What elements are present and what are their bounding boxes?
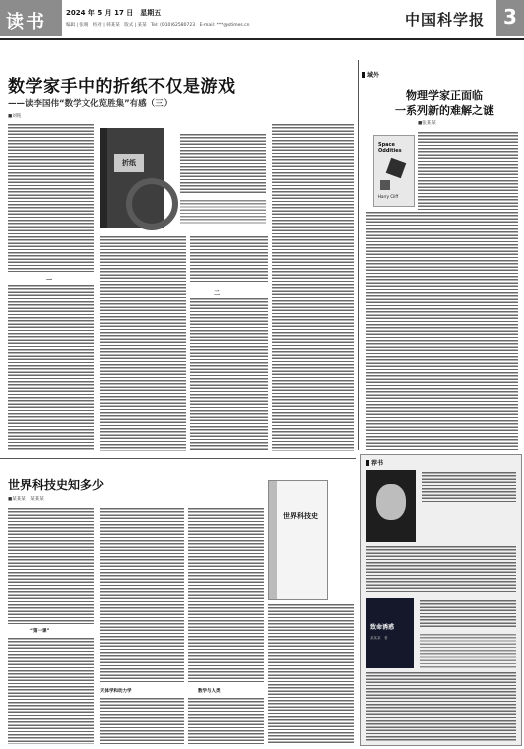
recommend-book1-body	[366, 546, 516, 594]
recommend-book1-info	[422, 472, 516, 502]
book-info-text	[180, 200, 266, 224]
foreign-section-tag: 域外	[362, 70, 379, 79]
subheading-astronomy: 天体学和动力学	[100, 689, 132, 694]
subheading-math: 数学与人类	[198, 689, 221, 694]
foreign-article-title	[372, 88, 517, 118]
fatal-attraction-cover	[366, 598, 414, 668]
main-body-col2	[100, 236, 186, 451]
world-history-cover	[268, 480, 328, 600]
issue-date: 2024 年 5 月 17 日 星期五	[66, 9, 162, 17]
space-oddities-author: Harry Cliff	[378, 194, 399, 199]
book-cover-image	[100, 128, 164, 228]
world-body-col3-a	[188, 508, 264, 684]
newspaper-masthead: 中国科学报	[405, 11, 486, 29]
space-oddities-cover	[373, 135, 415, 207]
foreign-body-b	[366, 212, 518, 450]
space-oddities-title: Space Oddities	[378, 142, 402, 154]
book-cover-circle	[126, 178, 178, 230]
staff-line: 编辑 | 张晴 校对 | 韩某某 版式 | 某某 Tel: (010)62580723 E-mail: ***@stimes.cn	[66, 23, 250, 28]
portrait-book-cover	[366, 470, 416, 542]
column-divider	[358, 60, 359, 450]
fatal-attraction-title: 致命诱惑	[370, 624, 395, 631]
first-lesson-heading: “第一课”	[30, 629, 50, 634]
header-rule	[0, 38, 524, 40]
cube-graphic-small	[380, 180, 390, 190]
world-article-title: 世界科技史知多少	[8, 478, 105, 492]
section-mark-2: 二	[214, 290, 221, 297]
recommend-tag: 荐书	[366, 458, 383, 467]
foreign-byline: ■张某某	[418, 121, 436, 126]
fatal-attraction-author: 某某某 著	[370, 636, 388, 640]
main-body-col1-b	[8, 285, 94, 451]
main-byline: ■刘钝	[8, 114, 22, 119]
section-divider	[0, 458, 356, 459]
book-caption-text	[180, 134, 266, 194]
main-body-col3-a	[190, 236, 268, 284]
world-body-col1-a	[8, 508, 94, 624]
book-cover-title: 折纸	[114, 154, 144, 172]
recommend-book2-body	[366, 672, 516, 742]
world-body-col3-b	[188, 698, 264, 744]
foreign-title-line2: 一系列新的难解之谜	[395, 104, 494, 117]
main-headline: 数学家手中的折纸不仅是游戏	[8, 77, 236, 97]
recommend-book2-info	[420, 600, 516, 628]
world-history-cover-title: 世界科技史	[283, 512, 318, 520]
world-body-col2-b	[100, 698, 184, 744]
foreign-title-line1: 物理学家正面临	[406, 89, 483, 102]
world-body-col2-a	[100, 508, 184, 684]
book-spine	[100, 128, 107, 228]
main-body-col4	[272, 124, 354, 451]
book-stack-edge	[269, 481, 277, 599]
page-number: 3	[503, 5, 517, 29]
portrait-face	[376, 484, 406, 520]
section-mark-1: 一	[46, 277, 53, 284]
section-title: 读书	[6, 12, 46, 33]
foreign-body-a	[418, 132, 518, 210]
main-body-col3-b	[190, 298, 268, 451]
world-body-col4	[268, 604, 354, 744]
cube-graphic	[386, 158, 407, 179]
world-article-byline: ■某某某 某某某	[8, 497, 44, 502]
main-subheadline: ——读李国伟“数学文化览胜集”有感（三）	[8, 99, 173, 109]
world-body-col1-b	[8, 638, 94, 744]
recommend-book2-summary	[420, 634, 516, 668]
main-body-col1-a	[8, 124, 94, 272]
